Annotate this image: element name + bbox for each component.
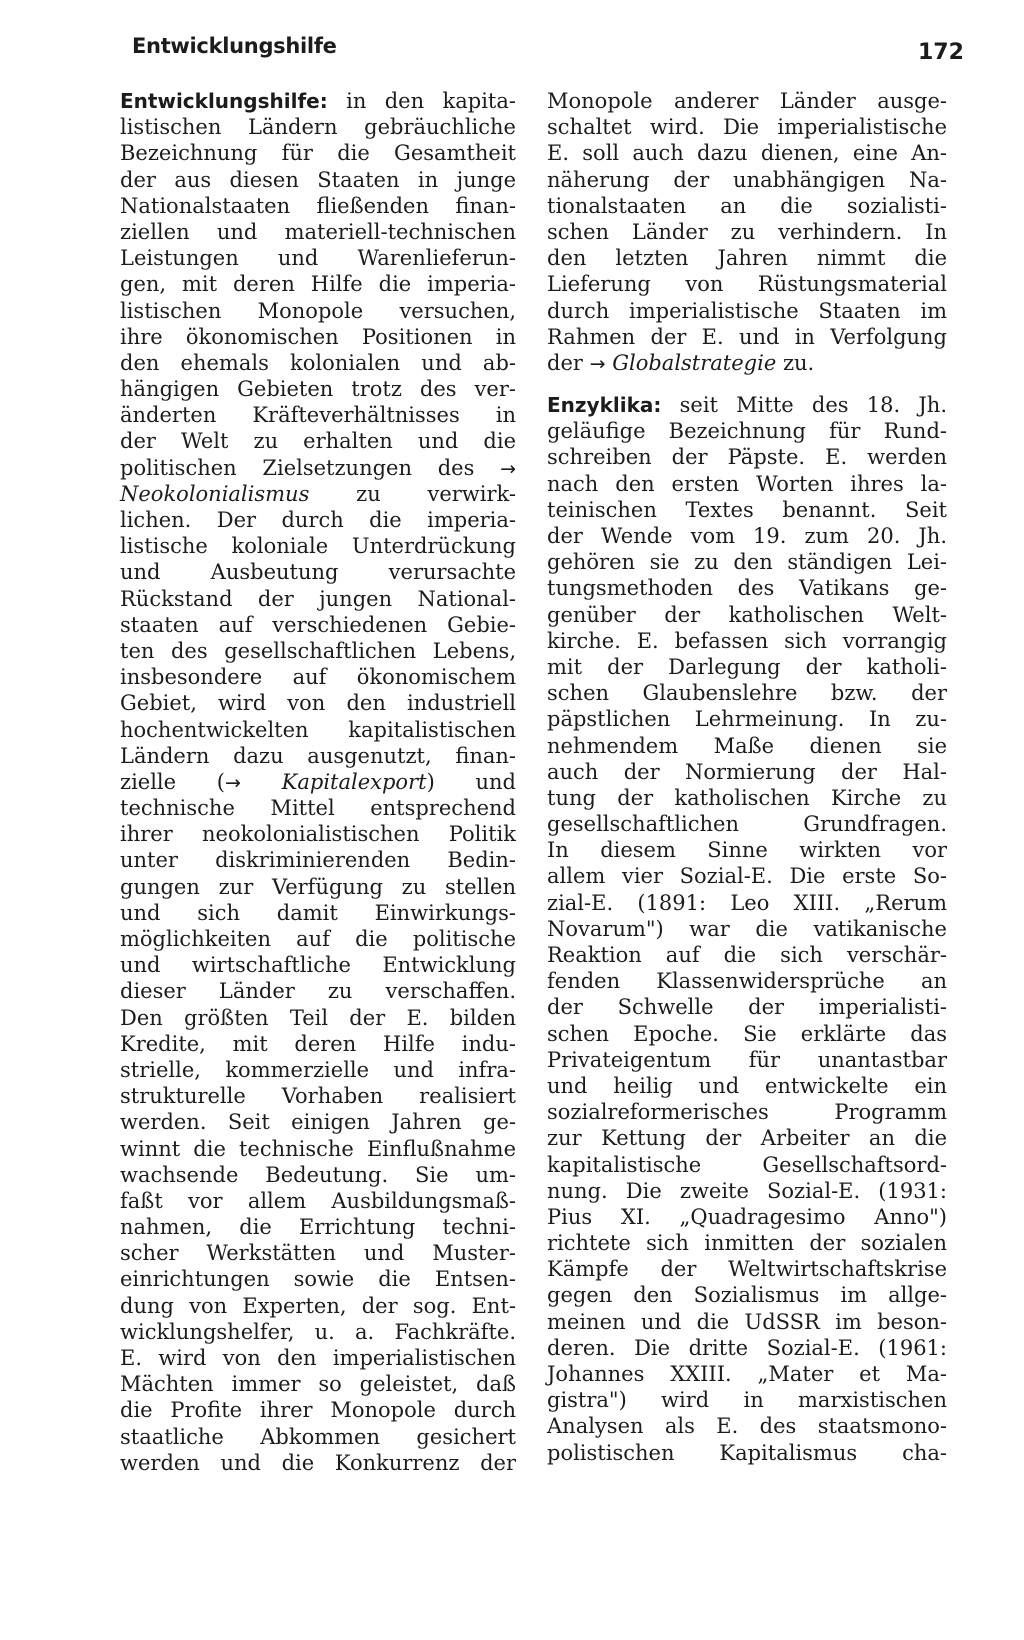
text-line: zielle (→ Kapitalexport) und bbox=[120, 769, 516, 794]
text-line: Monopole anderer Länder ausge- bbox=[547, 89, 947, 113]
text-line: E. wird von den imperialistischen bbox=[120, 1346, 516, 1370]
text-line: scher Werkstätten und Muster- bbox=[120, 1241, 516, 1266]
text-line: werden. Seit einigen Jahren ge- bbox=[120, 1110, 516, 1135]
text-line: strukturelle Vorhaben realisiert bbox=[120, 1084, 516, 1109]
text-line: Novarum") war die vatikanische bbox=[547, 916, 947, 941]
text-line: In diesem Sinne wirkten vor bbox=[547, 838, 947, 863]
text-line: der Welt zu erhalten und die bbox=[120, 429, 516, 454]
text-line: dung von Experten, der sog. Ent- bbox=[120, 1293, 516, 1318]
text-line: Bezeichnung für die Gesamtheit bbox=[120, 141, 516, 166]
text-line: gistra") wird in marxistischen bbox=[547, 1388, 947, 1413]
text-line: und Ausbeutung verursachte bbox=[120, 560, 516, 585]
text-line: schreiben der Päpste. E. werden bbox=[547, 445, 947, 470]
text-line: fenden Klassenwidersprüche an bbox=[547, 969, 947, 994]
text-line: gegen den Sozialismus im allge- bbox=[547, 1283, 947, 1308]
text-line: mit der Darlegung der katholi- bbox=[547, 654, 947, 679]
text-line: Mächten immer so geleistet, daß bbox=[120, 1372, 516, 1397]
text-line: faßt vor allem Ausbildungsmaß- bbox=[120, 1188, 516, 1213]
text-line: schen Glaubenslehre bzw. der bbox=[547, 681, 947, 706]
text-line: zur Kettung der Arbeiter an die bbox=[547, 1126, 947, 1151]
text-line: richtete sich inmitten der sozialen bbox=[547, 1231, 947, 1256]
text-line: ziellen und materiell-technischen bbox=[120, 219, 516, 244]
cross-reference-link[interactable]: Neokolonialismus bbox=[120, 481, 310, 506]
text-line: nung. Die zweite Sozial-E. (1931: bbox=[547, 1178, 947, 1203]
text-line: nahmen, die Errichtung techni- bbox=[120, 1215, 516, 1240]
text-line: der aus diesen Staaten in junge bbox=[120, 167, 516, 192]
cross-reference-link[interactable]: Globalstrategie bbox=[612, 350, 777, 375]
arrow-icon: → bbox=[500, 457, 516, 480]
text-line: tungsmethoden des Vatikans ge- bbox=[547, 576, 947, 601]
running-title: Entwicklungshilfe bbox=[132, 34, 337, 58]
text-line: staaten auf verschiedenen Gebie- bbox=[120, 612, 516, 637]
text-line: und wirtschaftliche Entwicklung bbox=[120, 953, 516, 978]
text-line: Ländern dazu ausgenutzt, finan- bbox=[120, 743, 516, 768]
text-line: listischen Ländern gebräuchliche bbox=[120, 115, 516, 140]
text-line: kapitalistische Gesellschaftsord- bbox=[547, 1152, 947, 1177]
text-line: E. soll auch dazu dienen, eine An- bbox=[547, 141, 947, 166]
text-line: die Profite ihrer Monopole durch bbox=[120, 1398, 516, 1423]
text-line: Leistungen und Warenlieferun- bbox=[120, 246, 516, 271]
text-line: schen Epoche. Sie erklärte das bbox=[547, 1021, 947, 1046]
text-line: Rahmen der E. und in Verfolgung bbox=[547, 324, 947, 349]
text-line: gehören sie zu den ständigen Lei- bbox=[547, 550, 947, 575]
text-line: technische Mittel entsprechend bbox=[120, 796, 516, 821]
text-line: näherung der unabhängigen Na- bbox=[547, 167, 947, 192]
text-line: wicklungshelfer, u. a. Fachkräfte. bbox=[120, 1319, 516, 1344]
text-line: strielle, kommerzielle und infra- bbox=[120, 1057, 516, 1082]
text-line: ihrer neokolonialistischen Politik bbox=[120, 822, 516, 847]
text-line: Analysen als E. des staatsmono- bbox=[547, 1414, 947, 1439]
text-line: geläufige Bezeichnung für Rund- bbox=[547, 419, 947, 444]
text-line: und heilig und entwickelte ein bbox=[547, 1073, 947, 1098]
text-line: Lieferung von Rüstungsmaterial bbox=[547, 272, 947, 297]
text-line: allem vier Sozial-E. Die erste So- bbox=[547, 864, 947, 889]
text-line: Privateigentum für unantastbar bbox=[547, 1047, 947, 1072]
arrow-icon: → bbox=[225, 771, 241, 794]
text-line: ten des gesellschaftlichen Lebens, bbox=[120, 638, 516, 663]
text-line: staatliche Abkommen gesichert bbox=[120, 1424, 516, 1449]
text-line: Pius XI. „Quadragesimo Anno") bbox=[547, 1204, 947, 1229]
text-line: genüber der katholischen Welt- bbox=[547, 602, 947, 627]
text-line: kirche. E. befassen sich vorrangig bbox=[547, 628, 947, 653]
text-line: hochentwickelten kapitalistischen bbox=[120, 717, 516, 742]
text-line: tung der katholischen Kirche zu bbox=[547, 785, 947, 810]
text-line: der Schwelle der imperialisti- bbox=[547, 995, 947, 1020]
text-line: änderten Kräfteverhältnisses in bbox=[120, 403, 516, 428]
text-line: Entwicklungshilfe: in den kapita- bbox=[120, 89, 516, 113]
text-line: listische koloniale Unterdrückung bbox=[120, 534, 516, 559]
page-number: 172 bbox=[918, 40, 964, 65]
arrow-icon: → bbox=[589, 352, 606, 375]
text-line: teinischen Textes benannt. Seit bbox=[547, 497, 947, 522]
entry-term-entwicklungshilfe: Entwicklungshilfe: bbox=[120, 89, 328, 113]
text-line: winnt die technische Einflußnahme bbox=[120, 1136, 516, 1161]
text-line: unter diskriminierenden Bedin- bbox=[120, 848, 516, 873]
text-line: polistischen Kapitalismus cha- bbox=[547, 1440, 947, 1465]
text-line: dieser Länder zu verschaffen. bbox=[120, 979, 516, 1004]
text-line: gesellschaftlichen Grundfragen. bbox=[547, 812, 947, 837]
entry-spacer bbox=[547, 376, 947, 392]
text-line: Reaktion auf die sich verschär- bbox=[547, 943, 947, 967]
text-line: tionalstaaten an die sozialisti- bbox=[547, 193, 947, 218]
text-line: möglichkeiten auf die politische bbox=[120, 927, 516, 951]
text-line: und sich damit Einwirkungs- bbox=[120, 900, 516, 925]
text-line: nehmendem Maße dienen sie bbox=[547, 733, 947, 758]
text-line: zial-E. (1891: Leo XIII. „Rerum bbox=[547, 890, 947, 915]
text-line: Rückstand der jungen National- bbox=[120, 586, 516, 611]
text-line: gungen zur Verfügung zu stellen bbox=[120, 874, 516, 899]
text-line: schen Länder zu verhindern. In bbox=[547, 219, 947, 244]
text-line: meinen und die UdSSR im beson- bbox=[547, 1309, 947, 1334]
text-line: einrichtungen sowie die Entsen- bbox=[120, 1267, 516, 1292]
text-line: Den größten Teil der E. bilden bbox=[120, 1005, 516, 1030]
text-line: deren. Die dritte Sozial-E. (1961: bbox=[547, 1335, 947, 1360]
text-line: Gebiet, wird von den industriell bbox=[120, 691, 516, 716]
text-line: werden und die Konkurrenz der bbox=[120, 1450, 516, 1475]
right-column bbox=[547, 88, 947, 1466]
text-line: Kredite, mit deren Hilfe indu- bbox=[120, 1031, 516, 1056]
text-line: auch der Normierung der Hal- bbox=[547, 759, 947, 784]
text-line: den ehemals kolonialen und ab- bbox=[120, 350, 516, 375]
text-line: den letzten Jahren nimmt die bbox=[547, 246, 947, 271]
text-line: sozialreformerisches Programm bbox=[547, 1100, 947, 1125]
text-line: schaltet wird. Die imperialistische bbox=[547, 115, 947, 140]
text-line: lichen. Der durch die imperia- bbox=[120, 508, 516, 532]
cross-reference-link[interactable]: Kapitalexport bbox=[281, 769, 427, 794]
entry-term-enzyklika: Enzyklika: bbox=[547, 393, 662, 418]
text-line: ihre ökonomischen Positionen in bbox=[120, 324, 516, 349]
text-line: politischen Zielsetzungen des → bbox=[120, 455, 516, 480]
text-line: listischen Monopole versuchen, bbox=[120, 298, 516, 323]
text-line: Johannes XXIII. „Mater et Ma- bbox=[547, 1362, 947, 1386]
text-line: der Wende vom 19. zum 20. Jh. bbox=[547, 524, 947, 548]
text-line: päpstlichen Lehrmeinung. In zu- bbox=[547, 707, 947, 732]
text-line: Enzyklika: seit Mitte des 18. Jh. bbox=[547, 393, 947, 418]
left-column bbox=[120, 88, 516, 1476]
text-line: Nationalstaaten fließenden finan- bbox=[120, 193, 516, 218]
text-line: durch imperialistische Staaten im bbox=[547, 298, 947, 323]
text-line: nach den ersten Worten ihres la- bbox=[547, 471, 947, 496]
text-line: Kämpfe der Weltwirtschaftskrise bbox=[547, 1257, 947, 1282]
text-line: der → Globalstrategie zu. bbox=[547, 350, 815, 375]
text-line: insbesondere auf ökonomischem bbox=[120, 665, 516, 690]
text-line: gen, mit deren Hilfe die imperia- bbox=[120, 272, 516, 297]
text-line: hängigen Gebieten trotz des ver- bbox=[120, 377, 516, 402]
text-line: wachsende Bedeutung. Sie um- bbox=[120, 1162, 516, 1187]
text-line: Neokolonialismus zu verwirk- bbox=[120, 481, 516, 506]
